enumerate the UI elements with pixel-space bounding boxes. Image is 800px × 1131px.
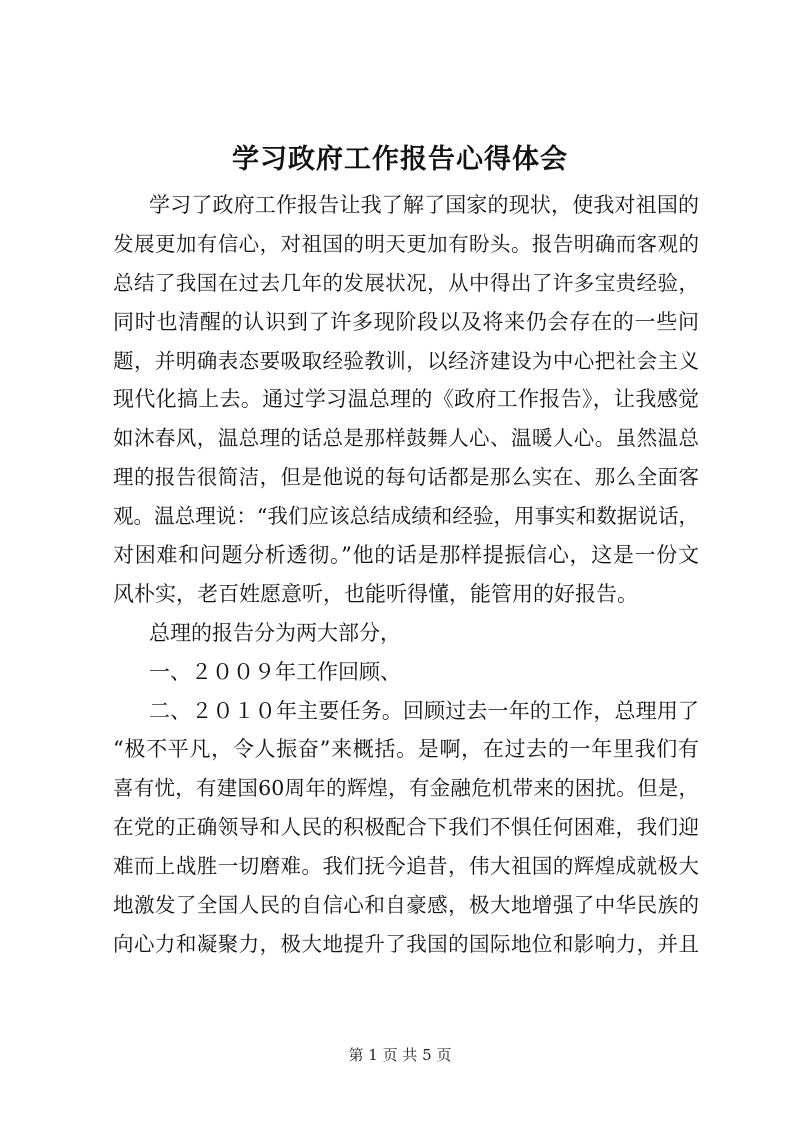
document-title: 学习政府工作报告心得体会	[232, 144, 568, 175]
text-line: 向心力和凝聚力，极大地提升了我国的国际地位和影响力，并且	[113, 931, 699, 956]
text-line: 喜有忧，有建国60周年的辉煌，有金融危机带来的困扰。但是，	[113, 776, 699, 801]
text-line: 一、２００９年工作回顾、	[149, 659, 401, 684]
page-number: 第 1 页 共 5 页	[348, 1046, 452, 1064]
text-line: 地激发了全国人民的自信心和自豪感，极大地增强了中华民族的	[113, 893, 699, 918]
text-line: 二、２０１０年主要任务。回顾过去一年的工作，总理用了	[149, 698, 699, 723]
text-line: 现代化搞上去。通过学习温总理的《政府工作报告》，让我感觉	[113, 387, 699, 412]
text-line: 在党的正确领导和人民的积极配合下我们不惧任何困难，我们迎	[113, 815, 699, 840]
text-line: 理的报告很简洁，但是他说的每句话都是那么实在、那么全面客	[113, 465, 699, 490]
text-line: 对困难和问题分析透彻。”他的话是那样提振信心，这是一份文	[113, 543, 699, 568]
text-line: 难而上战胜一切磨难。我们抚今追昔，伟大祖国的辉煌成就极大	[113, 854, 699, 879]
text-line: 总结了我国在过去几年的发展状况，从中得出了许多宝贵经验，	[113, 270, 699, 295]
text-line: 同时也清醒的认识到了许多现阶段以及将来仍会存在的一些问	[113, 309, 699, 334]
document-body	[113, 186, 699, 964]
text-line: 总理的报告分为两大部分，	[149, 620, 401, 645]
text-line: 学习了政府工作报告让我了解了国家的现状，使我对祖国的	[149, 193, 699, 217]
text-line: 观。温总理说：“我们应该总结成绩和经验，用事实和数据说话，	[113, 504, 699, 529]
text-line: 风朴实，老百姓愿意听，也能听得懂，能管用的好报告。	[113, 581, 638, 606]
text-line: 发展更加有信心，对祖国的明天更加有盼头。报告明确而客观的	[113, 231, 699, 256]
text-line: “极不平凡，令人振奋”来概括。是啊，在过去的一年里我们有	[113, 737, 699, 762]
text-line: 如沐春风，温总理的话总是那样鼓舞人心、温暖人心。虽然温总	[113, 426, 699, 451]
text-line: 题，并明确表态要吸取经验教训，以经济建设为中心把社会主义	[113, 348, 699, 373]
